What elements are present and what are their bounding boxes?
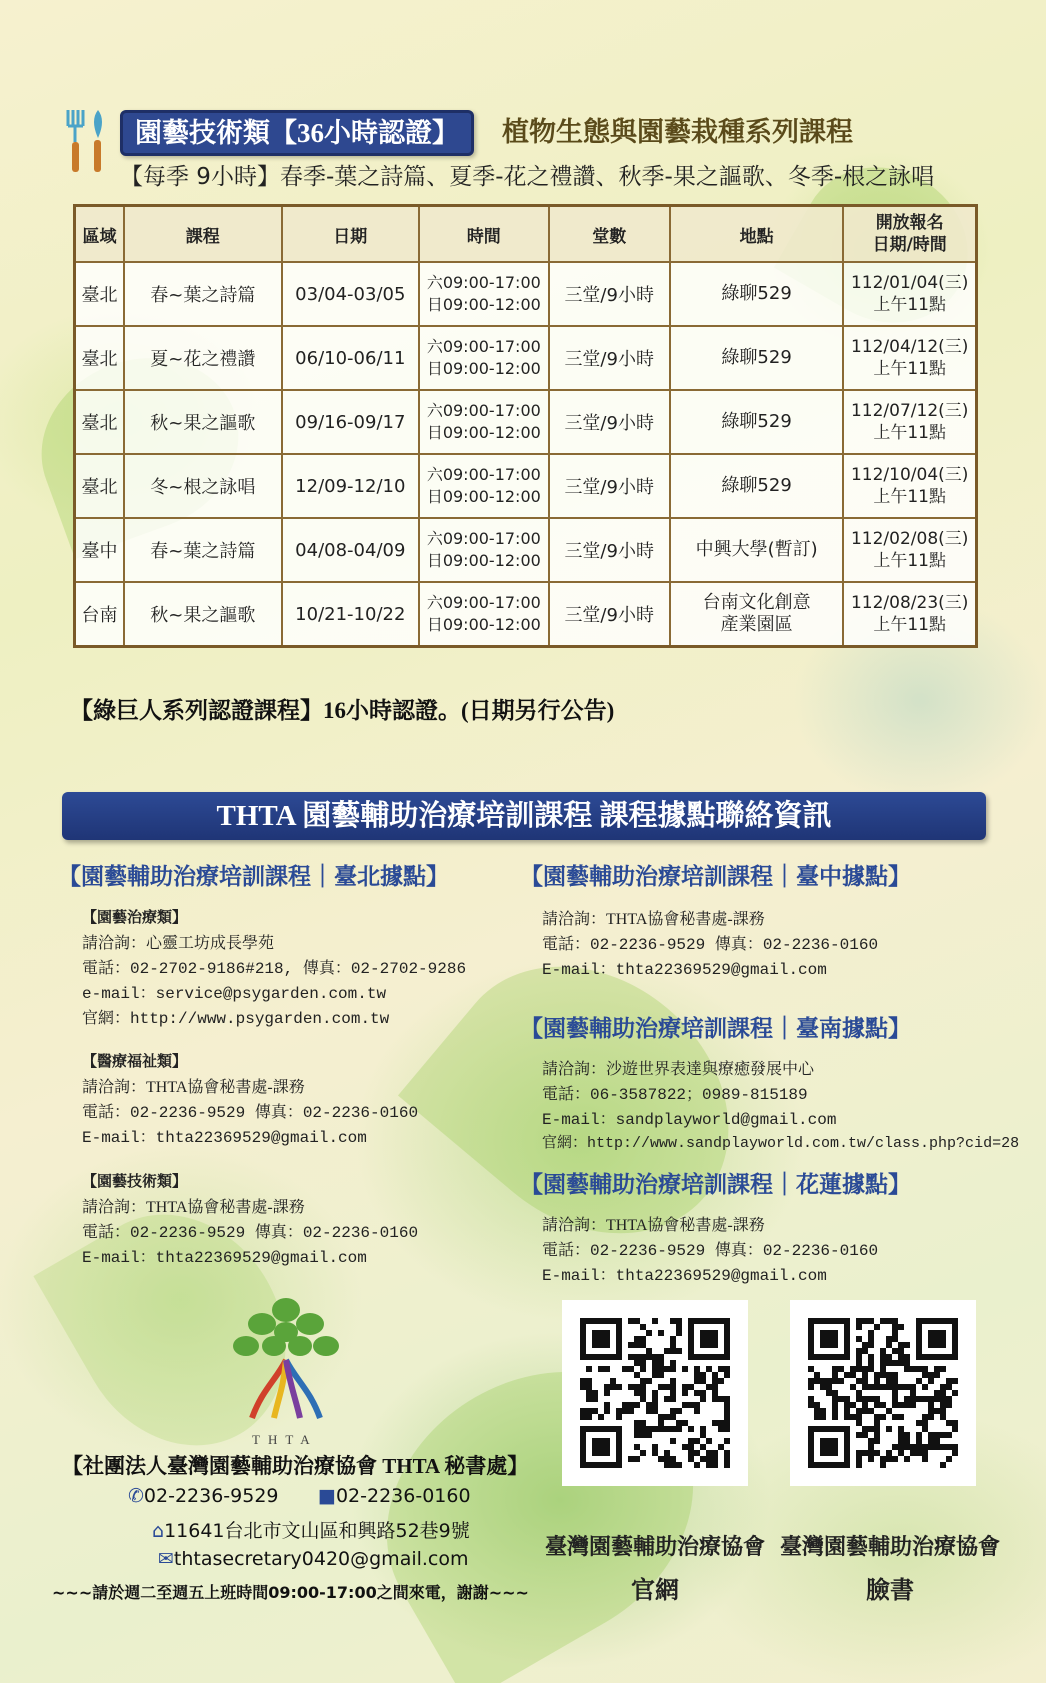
open-line: 上午11點 (873, 615, 946, 635)
facebook-qr-label: 臉書 (866, 1578, 914, 1604)
contact-line: 請洽詢：THTA協會秘書處-課務 (82, 1199, 305, 1216)
contact-line: 電話：02-2236-9529 傳真：02-2236-0160 (542, 936, 879, 954)
time-cell (419, 454, 549, 518)
contact-line: 請洽詢：THTA協會秘書處-課務 (542, 1217, 765, 1234)
subtitle: 【每季 9小時】春季-葉之詩篇、夏季-花之禮讚、秋季-果之謳歌、冬季-根之詠唱 (120, 164, 935, 190)
region-cell: 臺北 (75, 262, 125, 326)
email-address: thtasecretary0420@gmail.com (173, 1548, 469, 1570)
open-line: 上午11點 (873, 423, 946, 443)
contact-line: 電話：02-2236-9529 傳真：02-2236-0160 (82, 1224, 419, 1242)
website-qr-caption: 臺灣園藝輔助治療協會 (545, 1534, 766, 1559)
location-cell: 綠聊529 (670, 262, 844, 326)
region-cell: 臺北 (75, 326, 125, 390)
qr-code-icon (562, 1300, 748, 1486)
time-line: 日09:00-12:00 (426, 295, 541, 314)
contact-line: E-mail：thta22369529@gmail.com (82, 1129, 367, 1147)
title-rest: 植物生態與園藝栽種系列課程 (502, 117, 853, 147)
region-cell: 臺中 (75, 518, 125, 582)
contact-line: 請洽詢：THTA協會秘書處-課務 (82, 1079, 305, 1096)
course-cell: 秋~果之謳歌 (124, 390, 282, 454)
region-cell: 臺北 (75, 390, 125, 454)
date-cell: 12/09-12/10 (282, 454, 419, 518)
open-line: 上午11點 (873, 295, 946, 315)
fax-number: 02-2236-0160 (335, 1485, 471, 1507)
contact-line: E-mail：thta22369529@gmail.com (82, 1249, 367, 1267)
location-cell: 中興大學(暫訂) (670, 518, 844, 582)
footer-email (158, 1548, 469, 1570)
time-line: 六09:00-17:00 (426, 593, 541, 612)
address-text: 11641台北市文山區和興路52巷9號 (164, 1520, 470, 1542)
open-cell (843, 518, 976, 582)
location-cell: 綠聊529 (670, 326, 844, 390)
thta-logo (222, 1290, 350, 1440)
open-line: 112/02/08(三) (850, 529, 969, 549)
time-line: 日09:00-12:00 (426, 615, 541, 634)
location-cell: 台南文化創意 產業園區 (670, 582, 844, 647)
taipei-technique-label: 【園藝技術類】 (82, 1174, 188, 1190)
table-row (75, 390, 977, 454)
contact-line: 請洽詢：心靈工坊成長學苑 (82, 935, 275, 952)
contact-line: 電話：06-3587822；0989-815189 (542, 1086, 808, 1104)
date-cell: 06/10-06/11 (282, 326, 419, 390)
open-line: 112/10/04(三) (850, 465, 969, 485)
table-header-row (75, 206, 977, 263)
sessions-cell: 三堂/9小時 (549, 262, 670, 326)
logo-text: THTA (252, 1432, 318, 1447)
time-line: 六09:00-17:00 (426, 529, 541, 548)
table-row (75, 262, 977, 326)
location-cell: 綠聊529 (670, 454, 844, 518)
contact-line: 電話：02-2702-9186#218, 傳真：02-2702-9286 (82, 960, 467, 978)
website-qr-code[interactable] (562, 1300, 748, 1486)
phone-icon: ✆ (128, 1485, 144, 1507)
date-cell: 03/04-03/05 (282, 262, 419, 326)
table-row (75, 326, 977, 390)
website-qr-label: 官網 (631, 1578, 679, 1604)
taipei-medical-welfare-label: 【醫療福祉類】 (82, 1054, 188, 1070)
column-header: 堂數 (549, 206, 670, 263)
time-line: 六09:00-17:00 (426, 465, 541, 484)
time-cell (419, 262, 549, 326)
sessions-cell: 三堂/9小時 (549, 518, 670, 582)
open-line: 上午11點 (873, 359, 946, 379)
open-cell (843, 582, 976, 647)
contact-line: 官網：http://www.psygarden.com.tw (82, 1010, 390, 1028)
sessions-cell: 三堂/9小時 (549, 390, 670, 454)
open-line: 112/08/23(三) (850, 593, 969, 613)
course-cell: 夏~花之禮讚 (124, 326, 282, 390)
column-header: 課程 (124, 206, 282, 263)
contact-line: 電話：02-2236-9529 傳真：02-2236-0160 (82, 1104, 419, 1122)
time-line: 日09:00-12:00 (426, 551, 541, 570)
time-cell (419, 518, 549, 582)
time-line: 日09:00-12:00 (426, 487, 541, 506)
footer-address (152, 1516, 470, 1543)
column-header: 開放報名 日期/時間 (843, 206, 976, 263)
facebook-qr-code[interactable] (790, 1300, 976, 1486)
region-cell: 臺北 (75, 454, 125, 518)
contact-line: 官網：http://www.sandplayworld.com.tw/class.php?cid=28 (542, 1135, 1020, 1152)
course-cell: 春~葉之詩篇 (124, 518, 282, 582)
table-row (75, 454, 977, 518)
time-line: 六09:00-17:00 (426, 401, 541, 420)
open-line: 112/04/12(三) (850, 337, 969, 357)
header (62, 106, 1022, 152)
facebook-qr-caption: 臺灣園藝輔助治療協會 (780, 1534, 1001, 1559)
taipei-section-title: 【園藝輔助治療培訓課程｜臺北據點】 (58, 864, 449, 890)
date-cell: 04/08-04/09 (282, 518, 419, 582)
contact-line: 請洽詢：沙遊世界表達與療癒發展中心 (542, 1061, 815, 1078)
sessions-cell: 三堂/9小時 (549, 582, 670, 647)
date-cell: 09/16-09/17 (282, 390, 419, 454)
sessions-cell: 三堂/9小時 (549, 454, 670, 518)
time-cell (419, 582, 549, 647)
garden-tools-icon (62, 106, 118, 186)
taichung-section-title: 【園藝輔助治療培訓課程｜臺中據點】 (520, 864, 911, 890)
region-cell: 台南 (75, 582, 125, 647)
time-line: 六09:00-17:00 (426, 337, 541, 356)
contact-line: 電話：02-2236-9529 傳真：02-2236-0160 (542, 1242, 879, 1260)
time-line: 六09:00-17:00 (426, 273, 541, 292)
open-line: 上午11點 (873, 551, 946, 571)
hualien-section-title: 【園藝輔助治療培訓課程｜花蓮據點】 (520, 1172, 911, 1198)
giant-series-note: 【綠巨人系列認證課程】16小時認證。(日期另行公告) (70, 698, 615, 723)
time-cell (419, 326, 549, 390)
footer-fax (318, 1485, 471, 1507)
fax-icon: ■ (318, 1485, 336, 1507)
course-cell: 秋~果之謳歌 (124, 582, 282, 647)
open-cell (843, 326, 976, 390)
qr-code-icon (790, 1300, 976, 1486)
contact-line: E-mail：thta22369529@gmail.com (542, 961, 827, 979)
sessions-cell: 三堂/9小時 (549, 326, 670, 390)
footer-phone (128, 1485, 279, 1507)
taipei-horticulture-therapy-label: 【園藝治療類】 (82, 910, 188, 926)
phone-number: 02-2236-9529 (143, 1485, 279, 1507)
contact-line: 請洽詢：THTA協會秘書處-課務 (542, 911, 765, 928)
open-cell (843, 454, 976, 518)
contact-banner: THTA 園藝輔助治療培訓課程 課程據點聯絡資訊 (62, 792, 986, 840)
time-line: 日09:00-12:00 (426, 359, 541, 378)
tainan-section-title: 【園藝輔助治療培訓課程｜臺南據點】 (520, 1016, 911, 1042)
time-line: 日09:00-12:00 (426, 423, 541, 442)
home-icon: ⌂ (152, 1520, 165, 1542)
open-line: 上午11點 (873, 487, 946, 507)
location-cell: 綠聊529 (670, 390, 844, 454)
time-cell (419, 390, 549, 454)
column-header: 日期 (282, 206, 419, 263)
date-cell: 10/21-10/22 (282, 582, 419, 647)
column-header: 地點 (670, 206, 844, 263)
open-cell (843, 262, 976, 326)
table-row (75, 582, 977, 647)
contact-line: e-mail：service@psygarden.com.tw (82, 985, 387, 1003)
open-line: 112/07/12(三) (850, 401, 969, 421)
course-cell: 春~葉之詩篇 (124, 262, 282, 326)
mail-icon: ✉ (158, 1548, 174, 1570)
org-name: 【社團法人臺灣園藝輔助治療協會 THTA 秘書處】 (62, 1454, 529, 1478)
open-line: 112/01/04(三) (850, 273, 969, 293)
schedule-table (73, 204, 978, 648)
course-cell: 冬~根之詠唱 (124, 454, 282, 518)
column-header: 時間 (419, 206, 549, 263)
title-box: 園藝技術類【36小時認證】 (120, 110, 474, 156)
open-cell (843, 390, 976, 454)
table-row (75, 518, 977, 582)
office-hours-note: ~~~請於週二至週五上班時間09:00-17:00之間來電，謝謝~~~ (52, 1583, 529, 1602)
contact-line: E-mail：sandplayworld@gmail.com (542, 1111, 837, 1129)
contact-line: E-mail：thta22369529@gmail.com (542, 1267, 827, 1285)
column-header: 區域 (75, 206, 125, 263)
